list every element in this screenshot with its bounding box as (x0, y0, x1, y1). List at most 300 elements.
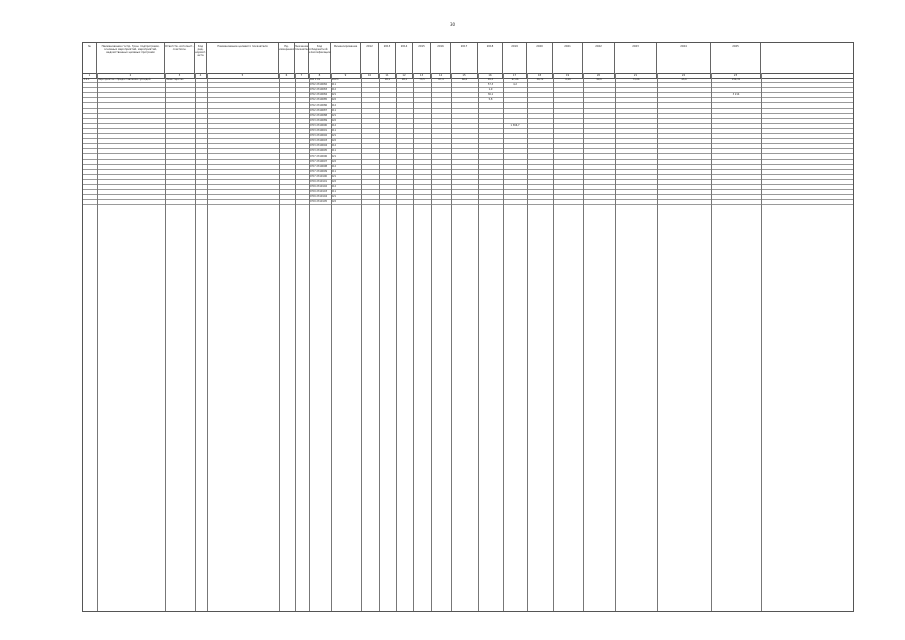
cell-value (527, 129, 553, 133)
cell-code: 0709 2310105 (309, 200, 327, 204)
cell-value (553, 195, 583, 199)
cell-no: 3.2.1 (83, 78, 90, 81)
cell-code: 0709 2310101 (309, 180, 327, 183)
cell-value (583, 104, 615, 108)
cell-resp (165, 185, 195, 189)
cell-name (97, 149, 165, 153)
cell-value (615, 83, 657, 87)
cell-value (657, 88, 711, 92)
header-col-18: 2020 (527, 43, 553, 73)
cell-value (657, 170, 711, 174)
cell-value: 73,26 (632, 78, 640, 81)
cell-resp (165, 139, 195, 143)
cell-value (711, 98, 761, 102)
cell-value (615, 119, 657, 123)
cell-name: Мероприятие «Предоставление субсидий (97, 78, 151, 81)
cell-value: 90,8 (596, 78, 602, 81)
col-number: 22 (657, 73, 711, 78)
cell-fin: 622 (331, 98, 337, 102)
cell-value (657, 109, 711, 113)
cell-no (83, 144, 97, 148)
cell-code: 302 1 01 (309, 78, 321, 81)
cell-value (711, 149, 761, 153)
cell-name (97, 175, 165, 179)
cell-value (396, 170, 413, 174)
cell-resp (165, 134, 195, 138)
cell-resp (165, 93, 195, 97)
cell-resp (165, 180, 195, 184)
cell-value (413, 185, 431, 189)
cell-value (379, 200, 396, 204)
column-divider (309, 73, 310, 611)
cell-value (478, 160, 503, 164)
col-number: 5 (207, 73, 279, 78)
cell-value (527, 124, 553, 128)
cell-value (657, 98, 711, 102)
cell-value (478, 139, 503, 143)
cell-no (83, 124, 97, 128)
cell-value (503, 149, 527, 153)
cell-no (83, 119, 97, 123)
cell-name (97, 98, 165, 102)
cell-fin: 611 (331, 108, 337, 112)
cell-name (97, 119, 165, 123)
cell-fin: 621 (331, 174, 337, 178)
cell-resp (165, 160, 195, 164)
cell-value (527, 114, 553, 118)
cell-value (396, 104, 413, 108)
col-number: 14 (431, 73, 451, 78)
cell-value (478, 104, 503, 108)
cell-value (431, 93, 451, 97)
cell-value (583, 165, 615, 169)
cell-value (451, 119, 478, 123)
cell-value: 1,9 (488, 88, 493, 92)
cell-no (83, 155, 97, 159)
cell-name (97, 190, 165, 194)
cell-name (97, 155, 165, 159)
cell-value (527, 83, 553, 87)
cell-value (615, 93, 657, 97)
cell-value (379, 165, 396, 169)
cell-value (379, 160, 396, 164)
cell-value (478, 134, 503, 138)
cell-value (431, 114, 451, 118)
cell-value (431, 109, 451, 113)
cell-value (379, 144, 396, 148)
cell-value (711, 155, 761, 159)
cell-value (657, 134, 711, 138)
column-divider (207, 73, 208, 611)
cell-value (615, 195, 657, 199)
cell-value: 36,72 (536, 78, 544, 81)
cell-value (615, 129, 657, 133)
cell-value (431, 160, 451, 164)
cell-value (527, 134, 553, 138)
cell-value (553, 144, 583, 148)
cell-no (83, 134, 97, 138)
cell-value (711, 165, 761, 169)
cell-value (527, 180, 553, 184)
cell-value (478, 165, 503, 169)
cell-value (478, 155, 503, 159)
cell-resp (165, 98, 195, 102)
header-col-10: 2012 (361, 43, 379, 73)
column-divider (478, 73, 479, 611)
cell-value (413, 155, 431, 159)
cell-fin: 622 (331, 139, 337, 143)
col-number: 10 (361, 73, 379, 78)
cell-fin: 622 (331, 180, 337, 183)
cell-no (83, 109, 97, 113)
cell-value (583, 190, 615, 194)
cell-value (413, 129, 431, 133)
cell-value: 3 214 (732, 93, 740, 97)
cell-value (583, 134, 615, 138)
cell-value (527, 149, 553, 153)
cell-value (379, 155, 396, 159)
cell-name (97, 83, 165, 87)
header-col-4: Код ред. нормат. акта (195, 43, 207, 73)
col-number: 8 (309, 73, 331, 78)
cell-value (615, 190, 657, 194)
cell-value (711, 104, 761, 108)
col-number: 6 (279, 73, 295, 78)
cell-name (97, 195, 165, 199)
cell-value (583, 155, 615, 159)
cell-resp (165, 129, 195, 133)
cell-value (396, 83, 413, 87)
column-divider (279, 73, 280, 611)
cell-name (97, 93, 165, 97)
cell-value (583, 175, 615, 179)
cell-value (431, 170, 451, 174)
budget-table (82, 42, 854, 612)
cell-value (657, 165, 711, 169)
cell-value (583, 124, 615, 128)
cell-code: 0707 2310099 (309, 169, 327, 173)
cell-value (396, 149, 413, 153)
cell-resp (165, 195, 195, 199)
header-col-20: 2022 (583, 43, 615, 73)
cell-fin: всего (331, 78, 339, 81)
cell-value (451, 195, 478, 199)
cell-value (503, 104, 527, 108)
header-col-5: Наименование целевого показателя (207, 43, 279, 73)
cell-value (527, 98, 553, 102)
cell-name (97, 104, 165, 108)
cell-value (413, 190, 431, 194)
cell-value (379, 88, 396, 92)
cell-code: 0703 2310095 (309, 149, 327, 153)
cell-value: 4,2 (513, 83, 517, 87)
cell-value (615, 160, 657, 164)
cell-value (503, 190, 527, 194)
cell-value (451, 185, 478, 189)
cell-value (711, 119, 761, 123)
cell-value (657, 83, 711, 87)
cell-resp (165, 190, 195, 194)
cell-value (451, 165, 478, 169)
cell-value (379, 175, 396, 179)
column-divider (331, 73, 332, 611)
column-divider (451, 73, 452, 611)
cell-name (97, 180, 165, 184)
cell-fin: 612 (331, 123, 337, 127)
column-divider (657, 73, 658, 611)
cell-value (396, 165, 413, 169)
cell-resp (165, 165, 195, 169)
cell-value: 98,1 (401, 78, 408, 81)
cell-value (527, 144, 553, 148)
cell-value (527, 109, 553, 113)
cell-fin: 622 (331, 159, 337, 163)
cell-value (553, 109, 583, 113)
cell-value (657, 160, 711, 164)
cell-value (583, 98, 615, 102)
cell-value (553, 200, 583, 204)
cell-value (451, 114, 478, 118)
cell-no (83, 139, 97, 143)
cell-value (413, 88, 431, 92)
header-col-17: 2019 (503, 43, 527, 73)
cell-value (615, 180, 657, 184)
cell-name (97, 124, 165, 128)
cell-value (711, 109, 761, 113)
cell-value (451, 104, 478, 108)
col-number: 3 (165, 73, 195, 78)
cell-resp: Министерство (165, 78, 184, 81)
cell-name (97, 88, 165, 92)
cell-code: 0702 2310087 (309, 108, 327, 112)
cell-code: 0709 2310102 (309, 185, 327, 189)
col-number: 19 (553, 73, 583, 78)
cell-value (396, 124, 413, 128)
cell-value (527, 200, 553, 204)
cell-value (396, 160, 413, 164)
cell-fin: 611 (331, 83, 337, 87)
cell-resp (165, 144, 195, 148)
cell-value (503, 180, 527, 184)
column-divider (195, 73, 196, 611)
cell-value (503, 119, 527, 123)
cell-value (615, 114, 657, 118)
cell-value (413, 109, 431, 113)
column-divider (295, 73, 296, 611)
cell-value (711, 139, 761, 143)
cell-value (413, 119, 431, 123)
cell-value (711, 185, 761, 189)
cell-value (478, 109, 503, 113)
cell-value (615, 104, 657, 108)
cell-value (553, 129, 583, 133)
cell-value (379, 114, 396, 118)
cell-value (478, 190, 503, 194)
cell-value (379, 195, 396, 199)
cell-value (527, 165, 553, 169)
cell-value (615, 149, 657, 153)
cell-value (583, 114, 615, 118)
cell-value (396, 180, 413, 184)
cell-code: 0702 2310082 (309, 83, 327, 87)
cell-value (396, 190, 413, 194)
cell-no (83, 160, 97, 164)
cell-value (451, 190, 478, 194)
cell-value (711, 180, 761, 184)
column-divider (583, 73, 584, 611)
cell-value (431, 155, 451, 159)
cell-resp (165, 175, 195, 179)
cell-value (431, 119, 451, 123)
cell-value (527, 88, 553, 92)
cell-value (413, 144, 431, 148)
header-col-16: 2018 (478, 43, 503, 73)
col-number: 15 (451, 73, 478, 78)
cell-fin: 612 (331, 164, 337, 168)
cell-value (553, 124, 583, 128)
cell-value (657, 144, 711, 148)
column-divider (503, 73, 504, 611)
cell-value (396, 155, 413, 159)
cell-value (583, 83, 615, 87)
cell-value (711, 114, 761, 118)
cell-value (527, 185, 553, 189)
cell-value: 6,26 (565, 78, 571, 81)
cell-value (583, 170, 615, 174)
cell-value (553, 170, 583, 174)
cell-value (615, 88, 657, 92)
cell-fin: 612 (331, 185, 337, 189)
cell-value (451, 129, 478, 133)
cell-value (396, 195, 413, 199)
cell-value (413, 170, 431, 174)
cell-value (431, 165, 451, 169)
cell-value (413, 93, 431, 97)
cell-fin: 622 (331, 118, 337, 122)
cell-fin: 621 (331, 195, 337, 199)
cell-no (83, 93, 97, 97)
cell-value (478, 149, 503, 153)
cell-value (615, 98, 657, 102)
cell-value (657, 129, 711, 133)
cell-name (97, 185, 165, 189)
cell-value (711, 170, 761, 174)
cell-value: 57,3 (487, 83, 494, 87)
cell-value (615, 144, 657, 148)
col-number: 11 (379, 73, 396, 78)
cell-fin: 622 (331, 200, 337, 204)
cell-value (413, 98, 431, 102)
cell-no (83, 165, 97, 169)
cell-value (431, 180, 451, 184)
cell-code: 0703 2310092 (309, 134, 327, 138)
cell-no (83, 114, 97, 118)
cell-value (478, 170, 503, 174)
cell-no (83, 83, 97, 87)
cell-value (431, 124, 451, 128)
cell-value (379, 119, 396, 123)
cell-value (478, 195, 503, 199)
cell-value: 5,8 (488, 98, 493, 102)
cell-value (657, 139, 711, 143)
cell-value (527, 195, 553, 199)
cell-value (451, 144, 478, 148)
cell-value (503, 93, 527, 97)
cell-value (583, 195, 615, 199)
cell-value (527, 155, 553, 159)
cell-resp (165, 109, 195, 113)
cell-value (711, 190, 761, 194)
column-divider (761, 73, 762, 611)
cell-value (413, 180, 431, 184)
cell-code: 0703 2310090 (309, 123, 327, 127)
cell-no (83, 170, 97, 174)
column-divider (413, 73, 414, 611)
cell-value (503, 185, 527, 189)
cell-value (583, 129, 615, 133)
cell-value (527, 93, 553, 97)
cell-value (379, 124, 396, 128)
cell-resp (165, 170, 195, 174)
cell-resp (165, 155, 195, 159)
col-number: 23 (711, 73, 761, 78)
cell-value (396, 134, 413, 138)
cell-resp (165, 88, 195, 92)
cell-value (503, 155, 527, 159)
cell-fin: 621 (331, 154, 337, 158)
cell-name (97, 160, 165, 164)
cell-value (527, 175, 553, 179)
cell-value (478, 119, 503, 123)
cell-value (657, 190, 711, 194)
cell-value (379, 109, 396, 113)
cell-value (503, 88, 527, 92)
cell-no (83, 180, 97, 184)
cell-value (503, 165, 527, 169)
cell-value (431, 190, 451, 194)
cell-value (431, 144, 451, 148)
column-divider (527, 73, 528, 611)
cell-fin: 612 (331, 103, 337, 107)
cell-value (379, 149, 396, 153)
cell-code: 0702 2310083 (309, 88, 327, 92)
cell-no (83, 98, 97, 102)
column-divider (361, 73, 362, 611)
cell-no (83, 88, 97, 92)
cell-value (413, 200, 431, 204)
cell-value (527, 104, 553, 108)
cell-value (657, 124, 711, 128)
cell-value (431, 200, 451, 204)
cell-value (583, 160, 615, 164)
header-col-3: Ответств. исполнит., соисполн. (165, 43, 195, 73)
cell-value (503, 144, 527, 148)
cell-name (97, 144, 165, 148)
cell-value (379, 170, 396, 174)
cell-fin: 621 (331, 113, 337, 117)
cell-code: 0703 2310094 (309, 144, 327, 148)
cell-value (413, 165, 431, 169)
cell-value (553, 185, 583, 189)
col-number: 20 (583, 73, 615, 78)
cell-value (451, 139, 478, 143)
cell-value (583, 200, 615, 204)
header-col-15: 2017 (451, 43, 478, 73)
cell-value (615, 200, 657, 204)
cell-value (583, 109, 615, 113)
cell-value (527, 139, 553, 143)
cell-value (553, 175, 583, 179)
